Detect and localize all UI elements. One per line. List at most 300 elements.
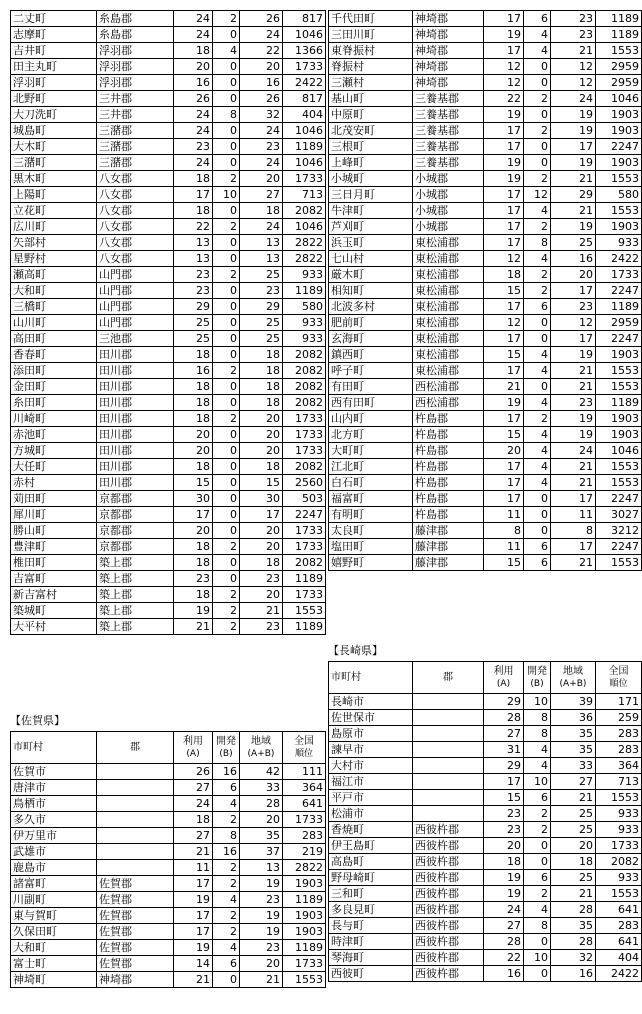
usage-cell: 24 [174,796,213,812]
usage-cell: 16 [174,75,213,91]
region-cell: 33 [551,758,596,774]
development-cell: 4 [524,902,551,918]
district-cell: 東松浦郡 [413,363,484,379]
usage-cell: 11 [484,507,524,523]
national-rank-cell: 641 [283,796,326,812]
development-cell: 4 [524,395,551,411]
municipality-cell: 唐津市 [11,780,97,796]
region-cell: 18 [240,395,283,411]
region-cell: 23 [240,619,283,635]
municipality-cell: 浮羽町 [11,75,97,91]
development-cell: 0 [213,347,240,363]
table-row [329,75,642,91]
region-cell: 21 [551,203,596,219]
national-rank-cell: 283 [596,742,642,758]
municipality-cell: 吉富町 [11,571,97,587]
district-cell: 東松浦郡 [413,299,484,315]
region-cell: 23 [240,571,283,587]
national-rank-cell: 1733 [283,812,326,828]
national-rank-cell: 933 [283,331,326,347]
district-cell: 西彼杵郡 [413,934,484,950]
table-row [11,235,326,251]
table-row [329,427,642,443]
usage-cell: 18 [174,347,213,363]
table-row [11,251,326,267]
usage-cell: 17 [484,491,524,507]
region-cell: 17 [551,139,596,155]
table-row [329,742,642,758]
usage-cell: 20 [174,523,213,539]
table-row [329,758,642,774]
table-row [11,91,326,107]
district-cell: 三潴郡 [97,123,174,139]
header-district: 郡 [413,662,484,694]
national-rank-cell: 3027 [596,507,642,523]
usage-cell: 17 [484,219,524,235]
district-cell: 小城郡 [413,187,484,203]
usage-cell: 18 [174,203,213,219]
national-rank-cell: 1553 [596,203,642,219]
region-cell: 12 [551,59,596,75]
national-rank-cell: 1553 [596,379,642,395]
region-cell: 35 [551,742,596,758]
municipality-cell: 太良町 [329,523,413,539]
usage-cell: 17 [484,203,524,219]
development-cell: 0 [524,507,551,523]
district-cell: 八女郡 [97,171,174,187]
district-cell: 神埼郡 [413,11,484,27]
region-cell: 19 [551,107,596,123]
table-row [329,315,642,331]
data-table-nagasaki [328,661,642,982]
usage-cell: 12 [484,59,524,75]
development-cell: 2 [524,171,551,187]
region-cell: 17 [551,539,596,555]
usage-cell: 23 [174,139,213,155]
national-rank-cell: 2082 [283,555,326,571]
national-rank-cell: 713 [283,187,326,203]
municipality-cell: 川副町 [11,892,97,908]
usage-cell: 20 [174,59,213,75]
region-cell: 36 [551,710,596,726]
table-row [329,523,642,539]
district-cell: 三潴郡 [97,139,174,155]
district-cell: 杵島郡 [413,491,484,507]
national-rank-cell: 1553 [596,555,642,571]
usage-cell: 18 [174,171,213,187]
usage-cell: 17 [484,459,524,475]
region-cell: 25 [551,870,596,886]
national-rank-cell: 933 [283,267,326,283]
table-row [11,443,326,459]
development-cell: 10 [524,774,551,790]
table-row [329,902,642,918]
region-cell: 19 [551,347,596,363]
development-cell: 4 [524,43,551,59]
development-cell: 0 [213,27,240,43]
national-rank-cell: 2247 [283,507,326,523]
municipality-cell: 芦刈町 [329,219,413,235]
municipality-cell: 多久市 [11,812,97,828]
header-region: 地域 (A+B) [551,662,596,694]
region-cell: 20 [240,443,283,459]
development-cell: 0 [213,75,240,91]
development-cell: 0 [213,155,240,171]
national-rank-cell: 1733 [283,59,326,75]
region-cell: 20 [240,411,283,427]
district-cell: 浮羽郡 [97,75,174,91]
section-title-saga: 【佐賀県】 [10,714,65,727]
district-cell: 田川郡 [97,411,174,427]
table-row [11,187,326,203]
table-row [11,571,326,587]
table-row [329,251,642,267]
development-cell: 6 [524,539,551,555]
municipality-cell: 赤村 [11,475,97,491]
district-cell: 八女郡 [97,219,174,235]
region-cell: 17 [551,283,596,299]
usage-cell: 17 [174,187,213,203]
national-rank-cell: 933 [596,235,642,251]
usage-cell: 12 [484,251,524,267]
table-row [329,187,642,203]
table-row [11,844,326,860]
district-cell [97,780,174,796]
district-cell: 東松浦郡 [413,347,484,363]
municipality-cell: 北方町 [329,427,413,443]
table-row [329,966,642,982]
development-cell: 6 [524,11,551,27]
municipality-cell: 三潴町 [11,155,97,171]
municipality-cell: 富士町 [11,956,97,972]
table-row [11,956,326,972]
table-row [11,619,326,635]
usage-cell: 28 [484,710,524,726]
usage-cell: 19 [484,870,524,886]
municipality-cell: 平戸市 [329,790,413,806]
national-rank-cell: 1553 [283,603,326,619]
municipality-cell: 久保田町 [11,924,97,940]
district-cell: 築上郡 [97,555,174,571]
national-rank-cell: 933 [596,806,642,822]
municipality-cell: 広川町 [11,219,97,235]
national-rank-cell: 1903 [596,219,642,235]
national-rank-cell: 259 [596,710,642,726]
development-cell: 0 [213,235,240,251]
national-rank-cell: 1733 [283,171,326,187]
usage-cell: 19 [484,107,524,123]
region-cell: 42 [240,764,283,780]
national-rank-cell: 364 [596,758,642,774]
region-cell: 39 [551,694,596,710]
usage-cell: 27 [174,828,213,844]
municipality-cell: 基山町 [329,91,413,107]
development-cell: 2 [213,411,240,427]
development-cell: 6 [524,299,551,315]
municipality-cell: 江北町 [329,459,413,475]
region-cell: 32 [240,107,283,123]
municipality-cell: 嬉野町 [329,555,413,571]
district-cell: 東松浦郡 [413,283,484,299]
municipality-cell: 築城町 [11,603,97,619]
municipality-cell: 大刀洗町 [11,107,97,123]
national-rank-cell: 283 [596,918,642,934]
national-rank-cell: 2822 [283,860,326,876]
district-cell: 山門郡 [97,283,174,299]
usage-cell: 19 [174,892,213,908]
usage-cell: 8 [484,523,524,539]
usage-cell: 26 [174,91,213,107]
usage-cell: 17 [484,363,524,379]
usage-cell: 22 [484,950,524,966]
table-row [329,11,642,27]
region-cell: 23 [551,395,596,411]
district-cell: 東松浦郡 [413,251,484,267]
usage-cell: 25 [174,331,213,347]
municipality-cell: 東与賀町 [11,908,97,924]
national-rank-cell: 1733 [596,267,642,283]
table-row [329,934,642,950]
usage-cell: 17 [484,774,524,790]
district-cell [413,694,484,710]
table-row [329,710,642,726]
table-row [11,587,326,603]
development-cell: 8 [213,828,240,844]
table-header-row [329,662,642,694]
district-cell: 佐賀郡 [97,876,174,892]
municipality-cell: 志摩町 [11,27,97,43]
development-cell: 0 [213,59,240,75]
region-cell: 24 [240,27,283,43]
development-cell: 8 [524,918,551,934]
table-row [329,694,642,710]
usage-cell: 19 [484,27,524,43]
region-cell: 13 [240,860,283,876]
usage-cell: 30 [174,491,213,507]
header-usage: 利用 (A) [484,662,524,694]
national-rank-cell: 1733 [596,838,642,854]
municipality-cell: 肥前町 [329,315,413,331]
table-row [11,107,326,123]
development-cell: 4 [524,27,551,43]
table-row [11,299,326,315]
municipality-cell: 佐世保市 [329,710,413,726]
usage-cell: 14 [174,956,213,972]
header-district: 郡 [97,732,174,764]
region-cell: 20 [240,171,283,187]
usage-cell: 15 [484,790,524,806]
usage-cell: 21 [484,379,524,395]
municipality-cell: 三橋町 [11,299,97,315]
national-rank-cell: 2082 [283,347,326,363]
table-row [11,459,326,475]
district-cell: 京都郡 [97,491,174,507]
table-row [11,171,326,187]
region-cell: 13 [240,251,283,267]
region-cell: 30 [240,491,283,507]
table-row [329,555,642,571]
development-cell: 4 [524,203,551,219]
district-cell: 佐賀郡 [97,908,174,924]
development-cell: 8 [524,235,551,251]
region-cell: 18 [551,854,596,870]
development-cell: 8 [524,726,551,742]
national-rank-cell: 1903 [283,924,326,940]
usage-cell: 22 [484,91,524,107]
development-cell: 0 [213,475,240,491]
usage-cell: 21 [174,619,213,635]
national-rank-cell: 2082 [283,379,326,395]
region-cell: 17 [551,491,596,507]
district-cell: 西彼杵郡 [413,838,484,854]
development-cell: 2 [524,886,551,902]
development-cell: 0 [213,491,240,507]
municipality-cell: 中原町 [329,107,413,123]
usage-cell: 18 [174,395,213,411]
development-cell: 0 [213,331,240,347]
usage-cell: 17 [484,299,524,315]
district-cell: 築上郡 [97,571,174,587]
usage-cell: 17 [174,924,213,940]
table-row [329,790,642,806]
region-cell: 21 [551,790,596,806]
usage-cell: 26 [174,764,213,780]
usage-cell: 18 [174,539,213,555]
district-cell: 糸島郡 [97,27,174,43]
national-rank-cell: 2422 [283,75,326,91]
municipality-cell: 黒木町 [11,171,97,187]
region-cell: 37 [240,844,283,860]
table-row [11,59,326,75]
development-cell: 12 [524,187,551,203]
usage-cell: 17 [174,507,213,523]
usage-cell: 17 [484,43,524,59]
district-cell: 西彼杵郡 [413,902,484,918]
usage-cell: 17 [174,876,213,892]
development-cell: 2 [524,91,551,107]
municipality-cell: 香春町 [11,347,97,363]
usage-cell: 23 [174,571,213,587]
national-rank-cell: 1733 [283,956,326,972]
development-cell: 10 [524,694,551,710]
municipality-cell: 大村市 [329,758,413,774]
region-cell: 35 [551,726,596,742]
table-row [329,171,642,187]
region-cell: 21 [240,972,283,988]
district-cell: 田川郡 [97,427,174,443]
header-usage: 利用 (A) [174,732,213,764]
municipality-cell: 高島町 [329,854,413,870]
national-rank-cell: 2422 [596,251,642,267]
region-cell: 24 [240,123,283,139]
municipality-cell: 苅田町 [11,491,97,507]
header-development: 開発 (B) [524,662,551,694]
table-row [11,363,326,379]
table-row [329,203,642,219]
district-cell: 西彼杵郡 [413,886,484,902]
table-row [11,475,326,491]
district-cell: 田川郡 [97,459,174,475]
development-cell: 6 [524,790,551,806]
development-cell: 2 [213,908,240,924]
usage-cell: 22 [174,219,213,235]
usage-cell: 18 [174,459,213,475]
district-cell [413,806,484,822]
district-cell [413,710,484,726]
region-cell: 21 [551,886,596,902]
table-row [329,870,642,886]
table-row [11,283,326,299]
region-cell: 19 [240,876,283,892]
municipality-cell: 伊王島町 [329,838,413,854]
usage-cell: 18 [484,854,524,870]
national-rank-cell: 580 [283,299,326,315]
development-cell: 2 [213,860,240,876]
district-cell: 神埼郡 [413,75,484,91]
municipality-cell: 多良見町 [329,902,413,918]
district-cell: 佐賀郡 [97,924,174,940]
development-cell: 0 [524,331,551,347]
district-cell: 浮羽郡 [97,59,174,75]
table-block-saga [10,713,326,988]
district-cell: 東松浦郡 [413,235,484,251]
table-row [329,331,642,347]
usage-cell: 20 [174,443,213,459]
table-row [329,475,642,491]
municipality-cell: 相知町 [329,283,413,299]
national-rank-cell: 1189 [283,139,326,155]
region-cell: 23 [240,940,283,956]
development-cell: 0 [213,203,240,219]
region-cell: 20 [551,838,596,854]
development-cell: 10 [524,950,551,966]
municipality-cell: 大平村 [11,619,97,635]
table-row [11,427,326,443]
national-rank-cell: 1189 [283,940,326,956]
district-cell: 三養基郡 [413,123,484,139]
development-cell: 8 [213,107,240,123]
national-rank-cell: 2560 [283,475,326,491]
usage-cell: 17 [484,187,524,203]
national-rank-cell: 2247 [596,139,642,155]
table-row [11,507,326,523]
region-cell: 20 [240,427,283,443]
usage-cell: 18 [484,267,524,283]
region-cell: 27 [240,187,283,203]
national-rank-cell: 1903 [283,876,326,892]
usage-cell: 19 [484,886,524,902]
national-rank-cell: 817 [283,91,326,107]
region-cell: 8 [551,523,596,539]
district-cell: 築上郡 [97,587,174,603]
national-rank-cell: 2247 [596,491,642,507]
district-cell: 田川郡 [97,379,174,395]
development-cell: 2 [524,822,551,838]
usage-cell: 21 [174,844,213,860]
development-cell: 2 [213,539,240,555]
district-cell: 藤津郡 [413,555,484,571]
municipality-cell: 鎮西町 [329,347,413,363]
development-cell: 6 [213,780,240,796]
table-row [329,886,642,902]
municipality-cell: 鹿島市 [11,860,97,876]
development-cell: 0 [213,251,240,267]
table-row [329,267,642,283]
region-cell: 17 [240,507,283,523]
municipality-cell: 北野町 [11,91,97,107]
region-cell: 19 [551,155,596,171]
development-cell: 4 [213,796,240,812]
